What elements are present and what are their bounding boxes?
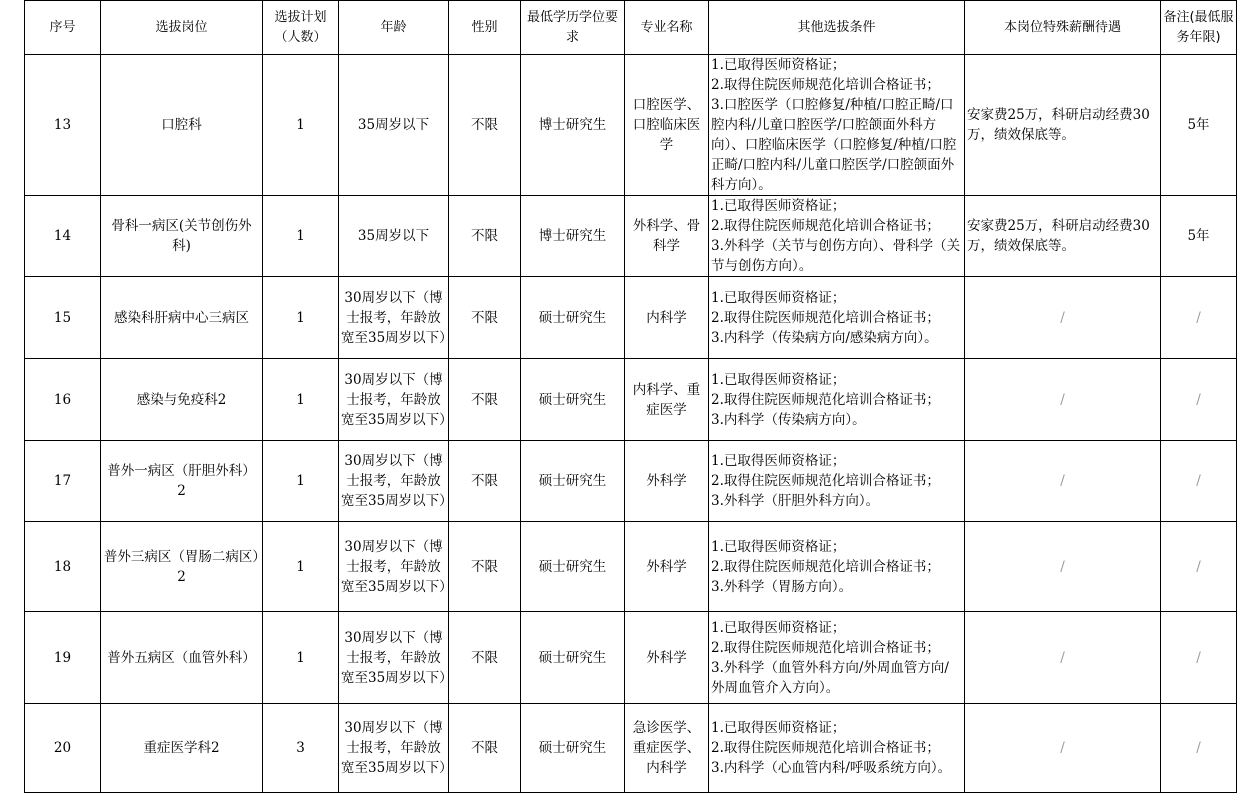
- special-pay: /: [965, 359, 1161, 441]
- education: 博士研究生: [521, 196, 625, 277]
- other-conditions: 1.已取得医师资格证； 2.取得住院医师规范化培训合格证书； 3.口腔医学（口腔修复/种植/口腔正畸/口腔内科/儿童口腔医学/口腔颌面外科方向）、口腔临床医学（口腔修复/种植/口腔正畸/口腔内科/儿童口腔医学/口腔颌面外科方向）。: [709, 55, 965, 196]
- post-name: 普外五病区（血管外科）: [101, 612, 263, 704]
- table-row: [25, 522, 1237, 612]
- column-header: 专业名称: [625, 1, 709, 55]
- column-header: 序号: [25, 1, 101, 55]
- plan-count: 1: [263, 277, 339, 359]
- special-pay: /: [965, 441, 1161, 522]
- special-pay: 安家费25万，科研启动经费30万，绩效保底等。: [965, 196, 1161, 277]
- plan-count: 1: [263, 441, 339, 522]
- service-years: /: [1161, 612, 1237, 704]
- post-name: 普外一病区（肝胆外科）2: [101, 441, 263, 522]
- row-number: 16: [25, 359, 101, 441]
- service-years: /: [1161, 277, 1237, 359]
- gender: 不限: [449, 277, 521, 359]
- gender: 不限: [449, 704, 521, 793]
- row-number: 15: [25, 277, 101, 359]
- other-conditions: 1.已取得医师资格证； 2.取得住院医师规范化培训合格证书； 3.内科学（传染病方向）。: [709, 359, 965, 441]
- education: 硕士研究生: [521, 441, 625, 522]
- row-number: 13: [25, 55, 101, 196]
- plan-count: 1: [263, 612, 339, 704]
- row-number: 20: [25, 704, 101, 793]
- plan-count: 3: [263, 704, 339, 793]
- gender: 不限: [449, 441, 521, 522]
- service-years: /: [1161, 704, 1237, 793]
- column-header: 年龄: [339, 1, 449, 55]
- special-pay: /: [965, 704, 1161, 793]
- table-row: [25, 196, 1237, 277]
- other-conditions: 1.已取得医师资格证； 2.取得住院医师规范化培训合格证书； 3.内科学（传染病方向/感染病方向）。: [709, 277, 965, 359]
- plan-count: 1: [263, 522, 339, 612]
- recruitment-table: [24, 0, 1237, 793]
- post-name: 口腔科: [101, 55, 263, 196]
- special-pay: /: [965, 522, 1161, 612]
- age-requirement: 30周岁以下（博士报考，年龄放宽至35周岁以下）: [339, 612, 449, 704]
- service-years: /: [1161, 359, 1237, 441]
- table-row: [25, 612, 1237, 704]
- row-number: 19: [25, 612, 101, 704]
- other-conditions: 1.已取得医师资格证； 2.取得住院医师规范化培训合格证书； 3.外科学（肝胆外科方向）。: [709, 441, 965, 522]
- column-header: 性别: [449, 1, 521, 55]
- age-requirement: 35周岁以下: [339, 55, 449, 196]
- major: 内科学、重症医学: [625, 359, 709, 441]
- post-name: 感染科肝病中心三病区: [101, 277, 263, 359]
- gender: 不限: [449, 55, 521, 196]
- age-requirement: 35周岁以下: [339, 196, 449, 277]
- age-requirement: 30周岁以下（博士报考，年龄放宽至35周岁以下）: [339, 359, 449, 441]
- column-header: 选拔岗位: [101, 1, 263, 55]
- major: 口腔医学、口腔临床医学: [625, 55, 709, 196]
- service-years: /: [1161, 522, 1237, 612]
- plan-count: 1: [263, 359, 339, 441]
- service-years: 5年: [1161, 55, 1237, 196]
- major: 外科学: [625, 441, 709, 522]
- plan-count: 1: [263, 196, 339, 277]
- other-conditions: 1.已取得医师资格证； 2.取得住院医师规范化培训合格证书； 3.外科学（血管外科方向/外周血管方向/外周血管介入方向）。: [709, 612, 965, 704]
- post-name: 重症医学科2: [101, 704, 263, 793]
- education: 博士研究生: [521, 55, 625, 196]
- major: 外科学: [625, 522, 709, 612]
- education: 硕士研究生: [521, 359, 625, 441]
- age-requirement: 30周岁以下（博士报考，年龄放宽至35周岁以下）: [339, 441, 449, 522]
- education: 硕士研究生: [521, 522, 625, 612]
- age-requirement: 30周岁以下（博士报考，年龄放宽至35周岁以下）: [339, 522, 449, 612]
- header-row: [25, 1, 1237, 55]
- table-row: [25, 441, 1237, 522]
- table-row: [25, 55, 1237, 196]
- row-number: 14: [25, 196, 101, 277]
- service-years: 5年: [1161, 196, 1237, 277]
- education: 硕士研究生: [521, 704, 625, 793]
- table-row: [25, 704, 1237, 793]
- gender: 不限: [449, 196, 521, 277]
- table-row: [25, 359, 1237, 441]
- major: 外科学: [625, 612, 709, 704]
- post-name: 感染与免疫科2: [101, 359, 263, 441]
- plan-count: 1: [263, 55, 339, 196]
- major: 外科学、骨科学: [625, 196, 709, 277]
- column-header: 本岗位特殊薪酬待遇: [965, 1, 1161, 55]
- other-conditions: 1.已取得医师资格证； 2.取得住院医师规范化培训合格证书； 3.外科学（关节与创伤方向）、骨科学（关节与创伤方向）。: [709, 196, 965, 277]
- education: 硕士研究生: [521, 612, 625, 704]
- other-conditions: 1.已取得医师资格证； 2.取得住院医师规范化培训合格证书； 3.外科学（胃肠方向）。: [709, 522, 965, 612]
- post-name: 骨科一病区(关节创伤外科): [101, 196, 263, 277]
- column-header: 选拔计划（人数）: [263, 1, 339, 55]
- post-name: 普外三病区（胃肠二病区）2: [101, 522, 263, 612]
- column-header: 备注(最低服务年限): [1161, 1, 1237, 55]
- special-pay: 安家费25万，科研启动经费30万，绩效保底等。: [965, 55, 1161, 196]
- age-requirement: 30周岁以下（博士报考，年龄放宽至35周岁以下）: [339, 704, 449, 793]
- gender: 不限: [449, 522, 521, 612]
- gender: 不限: [449, 612, 521, 704]
- column-header: 最低学历学位要求: [521, 1, 625, 55]
- major: 急诊医学、重症医学、内科学: [625, 704, 709, 793]
- education: 硕士研究生: [521, 277, 625, 359]
- row-number: 17: [25, 441, 101, 522]
- service-years: /: [1161, 441, 1237, 522]
- special-pay: /: [965, 612, 1161, 704]
- other-conditions: 1.已取得医师资格证； 2.取得住院医师规范化培训合格证书； 3.内科学（心血管内科/呼吸系统方向）。: [709, 704, 965, 793]
- column-header: 其他选拔条件: [709, 1, 965, 55]
- gender: 不限: [449, 359, 521, 441]
- major: 内科学: [625, 277, 709, 359]
- row-number: 18: [25, 522, 101, 612]
- table-row: [25, 277, 1237, 359]
- special-pay: /: [965, 277, 1161, 359]
- age-requirement: 30周岁以下（博士报考，年龄放宽至35周岁以下）: [339, 277, 449, 359]
